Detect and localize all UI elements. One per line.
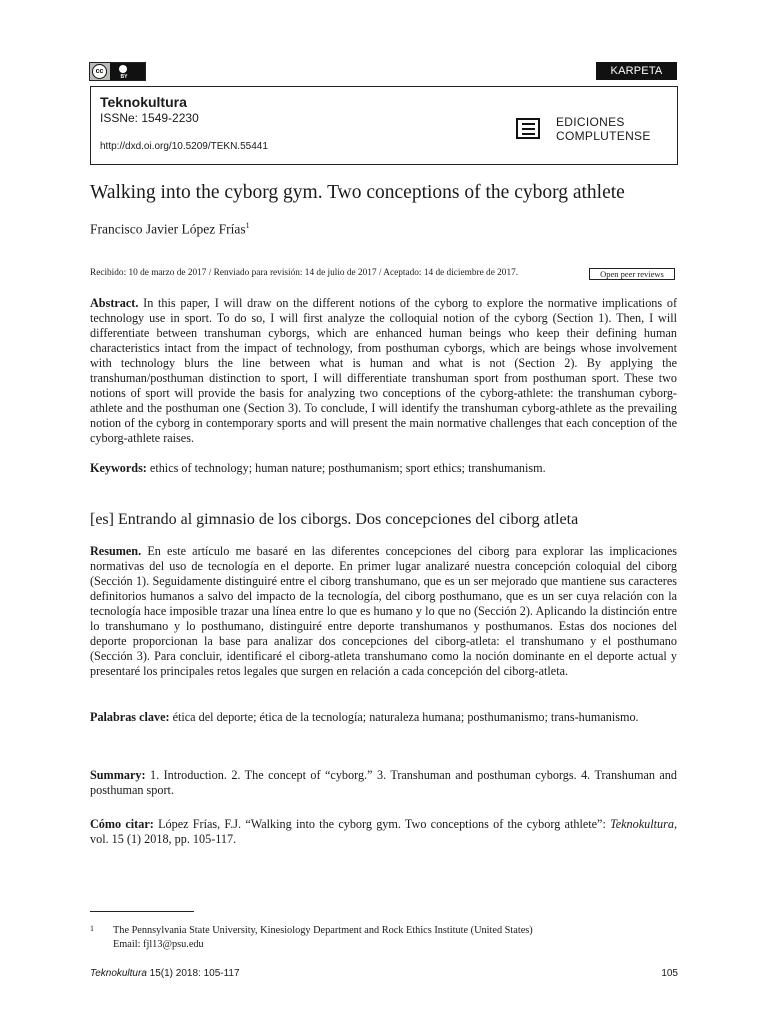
footnote-text [113, 924, 533, 952]
keywords-text: ethics of technology; human nature; posthumanism; sport ethics; transhumanism. [149, 461, 546, 475]
article-title: Walking into the cyborg gym. Two conceptions of the cyborg athlete [90, 182, 625, 203]
footnote-marker: 1 [90, 924, 94, 933]
citation-tail: , vol. 15 (1) 2018, pp. 105-117. [90, 817, 677, 846]
issn: ISSNe: 1549-2230 [100, 111, 199, 125]
footnote-affiliation: The Pennsylvania State University, Kinesiology Department and Rock Ethics Institute (United States) [113, 925, 533, 936]
summary [90, 768, 677, 798]
keywords-label: Keywords: [90, 461, 147, 475]
footer-journal: Teknokultura [90, 968, 147, 979]
open-peer-reviews-link[interactable]: Open peer reviews [589, 268, 675, 280]
citation [90, 817, 677, 847]
footnote-ref[interactable]: 1 [245, 221, 250, 230]
person-icon [119, 65, 127, 73]
resumen-text: En este artículo me basaré en las diferentes concepciones del ciborg para explorar las implicaciones normativas del uso de tecnología en el deporte. En primer lugar analizaré nuestra concepción coloquial del ciborg (Sección 1). Seguidamente distinguiré entre el ciborg transhumano, que es un ser mejorado que mantiene sus caracteres definitorios humanos a salvo del impacto de la tecnología, del ciborg posthumano, que es un ser cuya relación con la tecnología hace imposible trazar una línea entre lo que es humano y lo que no (Sección 2). Aplicando la distinción entre lo transhumano y lo posthumano, distinguiré entre deporte transhumanos y posthumanos. Estas dos nociones del deporte proporcionan la base para analizar dos concepciones del ciborg-atleta: el transhumano y el posthumano (Sección 3). Para concluir, identificaré el ciborg-atleta transhumano como la noción dominante en el deporte actual y presentaré los principales retos legales que surgen en relación a cada concepción del ciborg-atleta. [90, 544, 677, 678]
creative-commons-by-icon[interactable] [89, 62, 146, 81]
summary-text: 1. Introduction. 2. The concept of “cyborg.” 3. Transhuman and posthuman cyborgs. 4. Transhuman and posthuman sport. [90, 768, 677, 797]
spanish-title: [es] Entrando al gimnasio de los ciborgs. Dos concepciones del ciborg atleta [90, 511, 579, 528]
author-name [90, 221, 250, 238]
citation-journal: Teknokultura [610, 817, 674, 831]
palabras-text: ética del deporte; ética de la tecnología; naturaleza humana; posthumanismo; trans-humanismo. [172, 710, 639, 724]
abstract [90, 296, 677, 446]
cc-circle: cc [92, 64, 107, 79]
keywords [90, 461, 677, 476]
ediciones-complutense-logo-icon [516, 118, 540, 139]
publisher-line1: EDICIONES [556, 115, 625, 129]
doi-link[interactable]: http://dxd.oi.org/10.5209/TEKN.55441 [100, 141, 268, 152]
page-number: 105 [661, 968, 678, 979]
citation-label: Cómo citar: [90, 817, 154, 831]
footnote-email[interactable]: Email: fjl13@psu.edu [113, 939, 204, 950]
footer-journal-issue [90, 968, 240, 979]
journal-title: Teknokultura [100, 94, 187, 110]
publisher-name [556, 115, 651, 143]
abstract-text: In this paper, I will draw on the different notions of the cyborg to explore the normative implications of technology use in sport. To do so, I will first analyze the colloquial notion of the cyborg (Section 1). Then, I will differentiate between transhuman cyborgs, which are enhanced human beings who keep their defining human characteristics intact from the impact of technology, from posthuman cyborgs, which are beings whose involvement with technology blurs the line between what is human and what is not (Section 2). By applying the transhuman/posthuman distinction to sport, I will differentiate transhuman sport from posthuman sport. These two notions of sport will provide the basis for analyzing two conceptions of the cyborg-athlete: the transhuman cyborg-athlete and the posthuman one (Section 3). To conclude, I will identify the transhuman cyborg-athlete as the prevailing notion of the cyborg in contemporary sports and will present the main normative challenges that each conception of the cyborg-athlete raises. [90, 296, 677, 445]
resumen [90, 544, 677, 679]
footer-issue: 15(1) 2018: 105-117 [149, 968, 240, 979]
citation-text: López Frías, F.J. “Walking into the cyborg gym. Two conceptions of the cyborg athlete”: [158, 817, 606, 831]
publisher-line2: COMPLUTENSE [556, 129, 651, 143]
summary-label: Summary: [90, 768, 146, 782]
author-text: Francisco Javier López Frías [90, 221, 246, 237]
palabras-label: Palabras clave: [90, 710, 170, 724]
cc-by-label: BY [120, 74, 128, 80]
palabras-clave [90, 710, 677, 725]
section-tag: KARPETA [596, 62, 677, 80]
abstract-label: Abstract. [90, 296, 139, 310]
resumen-label: Resumen. [90, 544, 142, 558]
footnote-divider [90, 911, 194, 912]
article-dates: Recibido: 10 de marzo de 2017 / Renviado para revisión: 14 de julio de 2017 / Aceptado: 14 de diciembre de 2017. [90, 268, 519, 278]
